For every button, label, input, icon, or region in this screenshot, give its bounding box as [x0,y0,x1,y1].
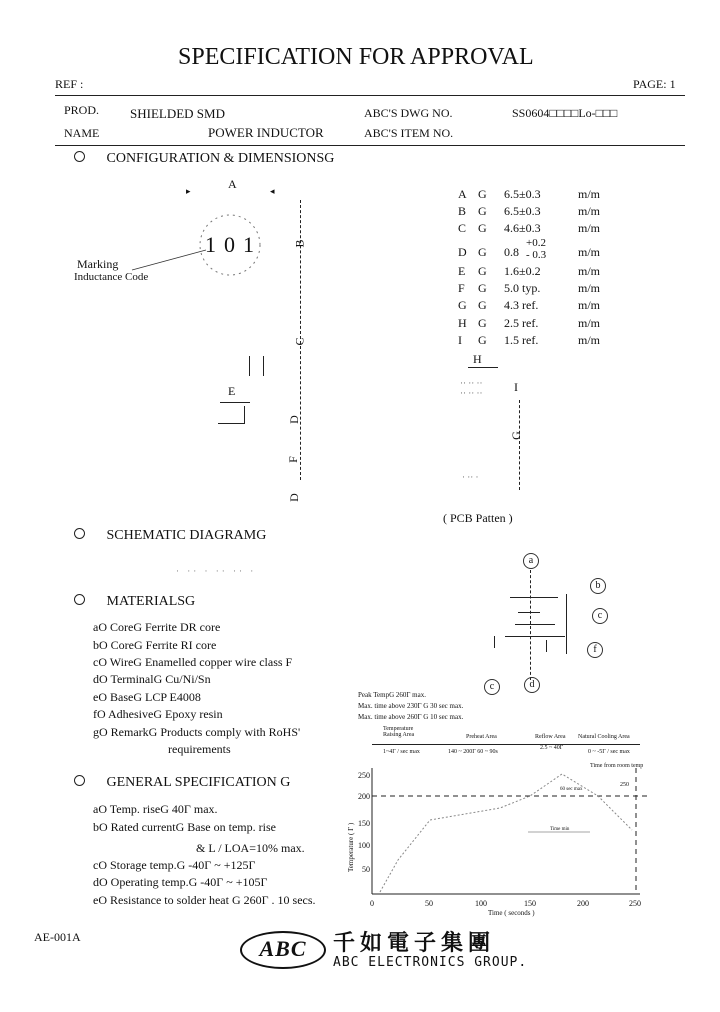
y-tick-200: 200 [358,792,370,801]
section-schematic [74,528,266,544]
dim-sep: G [478,187,487,201]
bullet-icon [74,594,85,605]
window-label: Time min [550,827,570,832]
prod-label: PROD. [64,103,100,117]
pcb-label-g: G [508,431,523,440]
dim-value: 0.8 [504,245,519,259]
dim-key: E [458,264,466,278]
callout-d: d [524,677,540,693]
section-config [74,151,334,167]
dim-unit: m/m [578,221,601,235]
x-tick-50: 50 [425,899,433,908]
dim-key: F [458,281,465,295]
profile-curve [380,774,632,892]
x-tick-0: 0 [370,899,374,908]
shield-wall [566,594,567,654]
callout-b: b [590,578,606,594]
phase-label-4: Natural Cooling Area [578,734,630,740]
dim-row-e [458,264,600,279]
dim-row-a [458,187,600,202]
callout-a: a [523,553,539,569]
company-chinese-name: 千如電子集團 [333,931,496,956]
dim-unit: m/m [578,298,601,312]
dim-label-c: C [292,337,307,346]
terminal-left [494,636,495,648]
dim-label-d2: D [286,493,301,502]
page-label: PAGE: 1 [633,77,676,91]
dim-value: 5.0 typ. [504,281,541,295]
dim-sep: G [478,204,487,218]
material-g: gO RemarkG Products comply with RoHS' [93,725,301,739]
dim-value: 6.5±0.3 [504,187,541,201]
header-divider-bottom [55,145,685,146]
dim-sep: G [478,221,487,235]
dim-sep: G [478,333,487,347]
company-english-name: ABC ELECTRONICS GROUP. [333,955,528,970]
phase-value-3: 2.5 ~ 40Г [540,745,564,751]
section-materials-title: MATERIALSG [106,594,196,609]
dim-tolerance [526,237,578,261]
dim-unit: m/m [578,204,601,218]
dim-value: 4.6±0.3 [504,221,541,235]
material-a: aO CoreG Ferrite DR core [93,620,221,634]
dim-tol-minus: - 0.3 [526,249,547,261]
line-label: 60 sec max [560,787,583,792]
phase-divider [372,744,640,745]
phase-label-2: Preheat Area [466,734,497,740]
x-tick-100: 100 [475,899,487,908]
dim-key: I [458,333,462,347]
section-general [74,775,290,791]
doc-number: AE-001A [34,930,81,944]
dim-sep: G [478,264,487,278]
e-dimension-line [220,402,250,403]
pcb-label: ( PCB Patten ) [443,511,513,525]
dim-row-d [458,237,601,261]
schematic-coil: · ·· · ·· ·· · [176,566,257,576]
prod-value-1: SHIELDED SMD [130,106,225,121]
dim-unit: m/m [578,281,601,295]
dim-sep: G [478,316,487,330]
pcb-dots-1: ·· ·· ·· [460,378,483,388]
dim-key: H [458,316,467,330]
dim-label-a: A [228,177,237,191]
arrow-left-icon: ▸ [186,186,191,196]
spec-d: dO Operating temp.G -40Г ~ +105Г [93,875,268,889]
dim-row-f [458,281,600,296]
dim-value: 1.6±0.2 [504,264,541,278]
phase-value-2: 140 ~ 200Г 60 ~ 90s [448,749,498,755]
marking-label: Marking [77,257,119,271]
y-tick-50: 50 [362,865,370,874]
x-tick-250: 250 [629,899,641,908]
section-schematic-title: SCHEMATIC DIAGRAMG [106,528,267,543]
marking-code: 101 [205,232,262,257]
material-c: cO WireG Enamelled copper wire class F [93,655,293,669]
company-logo: ABC [240,931,326,969]
dim-key: B [458,204,467,218]
profile-note-3: Max. time above 260Г G 10 sec max. [358,713,464,721]
spec-a: aO Temp. riseG 40Г max. [93,802,218,816]
callout-c: c [484,679,500,695]
phase-value-1: 1~4Г / sec max [383,749,420,755]
dim-unit: m/m [578,316,601,330]
y-tick-250: 250 [358,771,370,780]
y-axis-label: Temperature ( Г ) [347,822,355,872]
callout-c-right: c [592,608,608,624]
dim-tol-plus: +0.2 [526,237,546,249]
dim-unit: m/m [578,333,601,347]
pcb-g-line [519,400,520,490]
material-g-cont: requirements [168,742,231,756]
dim-key: D [458,245,467,259]
y-tick-150: 150 [358,819,370,828]
phase-label-3: Reflow Area [535,734,566,740]
material-b: bO CoreG Ferrite RI core [93,638,217,652]
dim-key: G [458,298,467,312]
dim-label-f: F [285,456,300,463]
spec-c: cO Storage temp.G -40Г ~ +125Г [93,858,256,872]
bullet-icon [74,775,85,786]
header-divider-top [55,95,685,96]
section-config-title: CONFIGURATION & DIMENSIONSG [106,151,335,166]
page-title: SPECIFICATION FOR APPROVAL [178,44,534,70]
core-top [510,597,558,598]
side-view-line-1 [249,356,250,376]
peak-note: Time from room temp [590,763,644,769]
dim-key: C [458,221,467,235]
center-axis [530,570,531,680]
pcb-dots-3: · ·· · [462,472,479,482]
spec-b-cont: & L / LOA=10% max. [196,841,305,855]
dim-sep: G [478,245,487,259]
section-materials [74,594,195,610]
dim-sep: G [478,298,487,312]
pad-line [244,406,245,424]
bullet-icon [74,528,85,539]
pcb-label-h: H [473,352,482,366]
material-e: eO BaseG LCP E4008 [93,690,201,704]
dim-sep: G [478,281,487,295]
dim-label-d1: D [286,415,301,424]
profile-note-1: Peak TempG 260Г max. [358,691,426,699]
bullet-icon [74,151,85,162]
core-base [505,636,565,637]
dwg-label: ABC'S DWG NO. [364,106,453,120]
spec-b: bO Rated currentG Base on temp. rise [93,820,276,834]
dim-row-h [458,316,600,331]
dim-unit: m/m [578,264,601,278]
x-axis-label: Time ( seconds ) [488,909,535,917]
material-d: dO TerminalG Cu/Ni/Sn [93,672,211,686]
prod-value-2: POWER INDUCTOR [208,125,324,140]
inductance-label: Inductance Code [74,271,149,283]
terminal-right [546,640,547,652]
dim-row-b [458,204,600,219]
dim-value: 1.5 ref. [504,333,539,347]
dim-value: 2.5 ref. [504,316,539,330]
item-label: ABC'S ITEM NO. [364,126,454,140]
reflow-chart [340,760,665,920]
core-mid [518,612,540,613]
section-general-title: GENERAL SPECIFICATION G [106,775,291,790]
dim-label-e: E [228,384,236,398]
x-tick-150: 150 [524,899,536,908]
x-tick-200: 200 [577,899,589,908]
dim-row-i [458,333,600,348]
dim-unit: m/m [578,245,601,259]
name-label: NAME [64,126,100,140]
dim-label-b: B [292,239,307,248]
dim-key: A [458,187,467,201]
max-label: 250 [620,782,629,788]
pad-base-line [218,423,244,424]
dim-row-c [458,221,600,236]
pcb-label-i: I [514,380,518,394]
core-mid-2 [515,624,555,625]
ref-label: REF : [55,77,84,91]
callout-f: f [587,642,603,658]
material-f: fO AdhesiveG Epoxy resin [93,707,223,721]
dim-value: 4.3 ref. [504,298,539,312]
dim-unit: m/m [578,187,601,201]
dim-row-g [458,298,600,313]
arrow-right-icon: ◂ [270,186,275,196]
phase-value-4: 0 ~ -5Г / sec max [588,749,630,755]
marking-leader-line [130,248,210,273]
dim-value: 6.5±0.3 [504,204,541,218]
pcb-h-line [468,367,498,368]
phase-label-1: Temperature Raising Area [383,726,415,738]
spec-e: eO Resistance to solder heat G 260Г . 10 secs. [93,893,316,907]
side-view-line-2 [263,356,264,376]
dwg-value: SS0604□□□□Lo-□□□ [512,106,618,120]
profile-note-2: Max. time above 230Г G 30 sec max. [358,702,464,710]
y-tick-100: 100 [358,841,370,850]
pcb-dots-2: ·· ·· ·· [460,388,483,398]
